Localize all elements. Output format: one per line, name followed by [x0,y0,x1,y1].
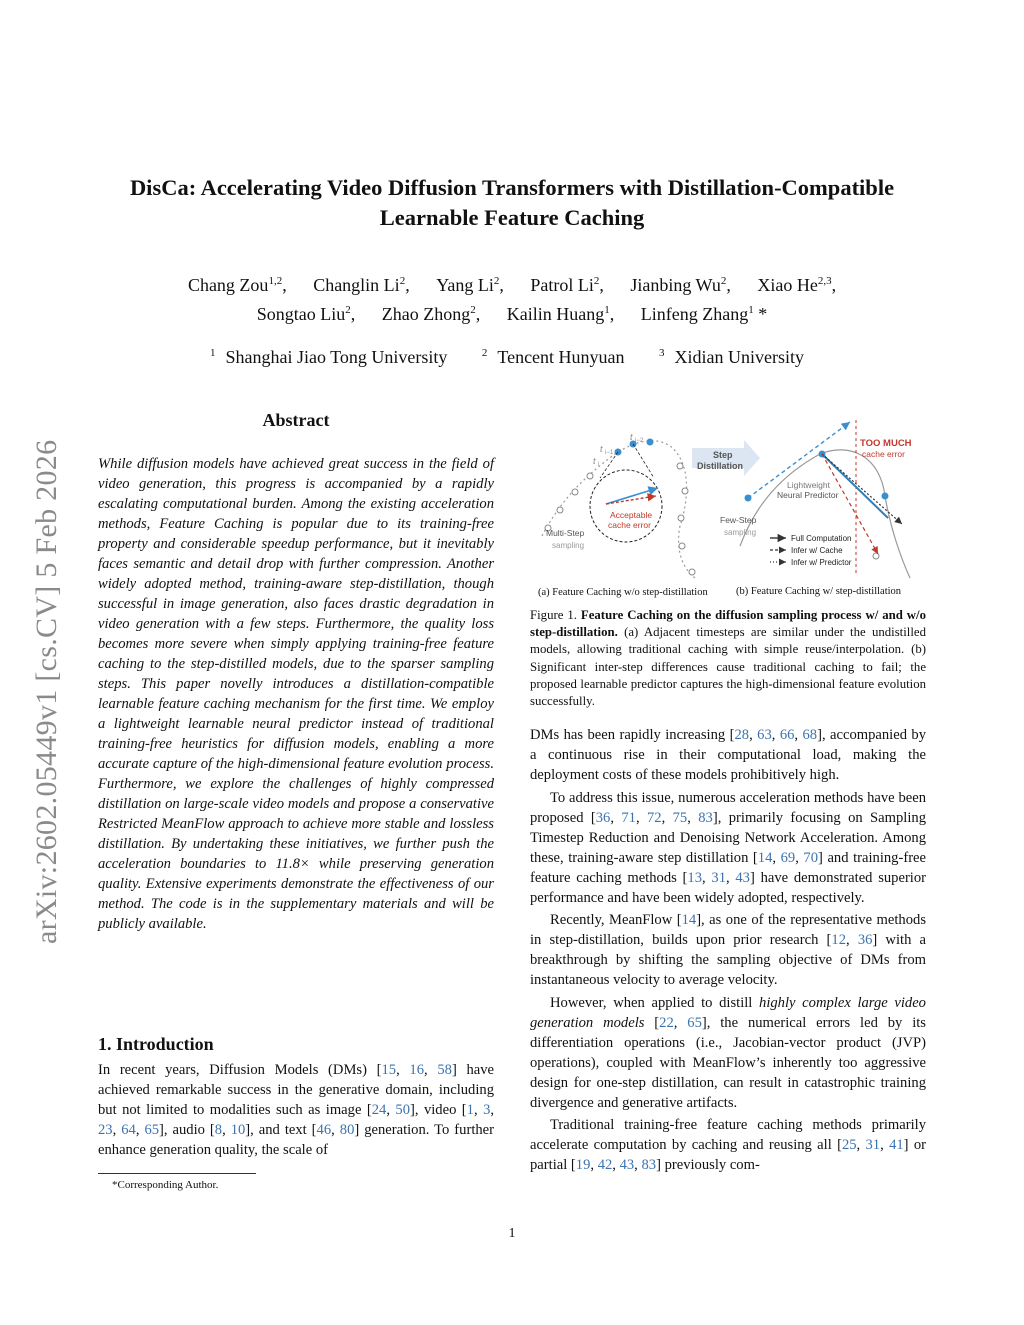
multi-step-label: sampling [552,541,585,550]
author [641,304,767,324]
citation-link[interactable]: 1 [466,1102,474,1118]
caption-text: (a) Adjacent timesteps are similar under the undistilled models, allowing traditional caching with simple reuse/interpolation. (b) Significant inter-step differences cause traditional caching to fail; the proposed learnable predictor captures the high-dimensional feature evolution successfully. [530,625,926,709]
full-computation-arrow [822,454,888,518]
legend-label: Infer w/ Predictor [791,558,852,567]
citation-link[interactable]: 66 [779,727,795,743]
emphasis-text: highly complex large video generation models [530,994,926,1031]
text-run: Traditional training-free feature caching methods primarily accelerate computation by caching and reusing all [ [530,1117,926,1153]
citation-link[interactable]: 23 [98,1122,113,1138]
few-step-label: sampling [724,528,757,537]
paper-title [80,173,944,233]
citation-link[interactable]: 16 [409,1062,425,1078]
citation-link[interactable]: 64 [121,1122,136,1138]
affiliation-mark: 2 [481,347,488,359]
citation-link[interactable]: 41 [889,1137,904,1153]
text-run: ], as one of the representative methods in step-distillation, builds upon prior research [ [530,912,926,948]
citation-link[interactable]: 43 [619,1157,635,1173]
author-affiliation-mark: 2 [720,275,727,287]
figure-caption [530,607,926,710]
citation-link[interactable]: 72 [647,809,662,826]
figure-1-diagram [530,406,926,586]
text-run: Recently, MeanFlow [ [550,912,682,928]
citation-link[interactable]: 69 [780,849,796,866]
author-separator: , [726,275,731,295]
footnote: *Corresponding Author. [112,1179,219,1191]
author-name: Linfeng Zhang [640,304,749,324]
citation-link[interactable]: 15 [381,1062,397,1078]
author-separator: , [831,275,837,295]
citation-link[interactable]: 71 [621,809,636,826]
author-affiliation-mark: 1 [604,304,610,316]
author-name: Kailin Huang [506,304,605,324]
zoom-circle [590,470,662,542]
affiliation-name: Shanghai Jiao Tong University [225,347,448,367]
citation-link[interactable]: 25 [841,1137,857,1153]
text-run: ], accompanied by a continuous rise in their computational load, making the deployment costs of these models prohibitively high. [530,727,927,783]
timestep-subscript: i−1 [605,450,614,456]
sampling-node [557,507,563,513]
citation-link[interactable]: 75 [672,809,688,826]
author-affiliation-mark: 2 [593,275,600,287]
text-run: In recent years, Diffusion Models (DMs) [ [98,1062,382,1078]
affiliation-mark: 3 [659,347,665,359]
citation-link[interactable]: 43 [735,869,750,886]
author-list [80,269,944,327]
page-number: 1 [508,1226,516,1241]
left-panel [542,432,695,578]
body-paragraph: Traditional training-free feature caching methods primarily accelerate computation by caching and reusing all [25, 31, 41] or partial [19, 42, 43, 83] previously com- [530,1117,926,1173]
author-affiliation-mark: 2 [399,275,406,287]
citation-link[interactable]: 50 [395,1102,410,1118]
citation-link[interactable]: 70 [803,849,819,866]
citation-link[interactable]: 14 [681,912,697,928]
citation-link[interactable]: 65 [687,1014,702,1031]
sampling-node [678,515,684,521]
citation-link[interactable]: 42 [597,1157,613,1173]
text-run: To address this issue, numerous acceleration methods have been proposed [ [530,789,926,826]
timestep-subscript: i [598,462,600,468]
acceptable-error-label: Acceptable [610,510,653,520]
author [757,275,836,295]
introduction-paragraph: In recent years, Diffusion Models (DMs) [15, 16, 58] have achieved remarkable success in the generative domain, including but not limited to modalities such as image [24, 50], video [1, 3, 23, 64, 65], audio [8, 10], and text [46, 80] generation. To further enhance generation quality, the scale of [98,1062,495,1158]
timestep-subscript: i−2 [635,438,644,444]
timestep-label: t [600,444,603,454]
author-affiliation-mark: 2 [493,275,500,287]
citation-link[interactable]: 12 [831,932,847,948]
author [436,275,504,295]
text-run: DMs has been rapidly increasing [ [530,727,735,743]
affiliation [210,347,457,367]
sampling-node [679,543,685,549]
affiliation-name: Tencent Hunyuan [497,347,625,367]
distillation-label: Step [713,450,733,460]
author-name: Songtao Liu [256,304,346,324]
citation-link[interactable]: 36 [857,932,873,948]
text-run: ] with a breakthrough by shifting the sampling objective of DMs from instantaneous velocity to average velocity. [530,932,927,988]
citation-link[interactable]: 24 [371,1102,387,1118]
citation-link[interactable]: 13 [687,869,702,886]
legend-label: Infer w/ Cache [791,546,843,555]
citation-link[interactable]: 10 [230,1122,246,1138]
citation-link[interactable]: 63 [757,727,772,743]
body-paragraph: To address this issue, numerous acceleration methods have been proposed [36, 71, 72, 75, 83], primarily focusing on Sampling Timestep Reduction and Denoising Network Acceleration. Among these, training-aware step distillation [14, 69, 70] and training-free feature caching methods [13, 31, 43] have demonstrated superior performance and have been widely adopted, respectively. [530,789,927,906]
step-distillation-arrow [692,440,760,476]
citation-link[interactable]: 65 [144,1122,160,1138]
text-run: ], primarily focusing on Sampling Timestep Reduction and Denoising Network Acceleration. Among these, training-aware step distillation [ [530,809,926,866]
acceptable-error-label: cache error [608,520,651,530]
multi-step-label: Multi-Step [546,528,585,538]
citation-link[interactable]: 68 [802,727,818,743]
citation-link[interactable]: 58 [437,1062,452,1078]
author-separator: , [499,275,504,295]
figure-1 [530,406,926,602]
body-paragraph: However, when applied to distill highly complex large video generation models [22, 65], the numerical errors led by its differentiation operations (i.e., Jacobian-vector product (JVP) operations), coupled with MeanFlow’s inherently too aggressive design for one-step distillation, can result in catastrophic training divergence and generative artifacts. [530,994,926,1111]
author-name: Jianbing Wu [630,275,721,295]
timestep-label: t [630,432,633,442]
author-name: Chang Zou [187,275,269,295]
author-name: Yang Li [436,275,494,295]
author-affiliation-mark: 2 [470,304,476,316]
text-run: ], the numerical errors led by its differentiation operations (i.e., Jacobian-vector product (JVP) operations), coupled with MeanFlow’s inherently too aggressive design for one-step distillation, can result in catastrophic training divergence and generative artifacts. [530,1014,926,1111]
author-separator: , [599,275,604,295]
author-name: Patrol Li [530,275,594,295]
affiliation-mark: 1 [209,347,216,359]
subcaption-a: (a) Feature Caching w/o step-distillation [538,587,708,598]
author-affiliation-mark: 2,3 [817,275,832,287]
text-run: ] or partial [ [530,1137,926,1173]
body-paragraph: Recently, MeanFlow [14], as one of the representative methods in step-distillation, builds upon prior research [12, 36] with a breakthrough by shifting the sampling objective of DMs from instantaneous velocity to average velocity. [530,912,927,988]
citation-link[interactable]: 80 [339,1122,355,1138]
text-run: ], and text [ [245,1122,317,1138]
author-affiliation-mark: 1,2 [268,275,283,287]
distillation-label: Distillation [697,461,744,471]
author [630,275,730,295]
sampling-node [682,488,688,494]
arxiv-identifier: arXiv:2602.05449v1 [cs.CV] 5 Feb 2026 [30,439,63,944]
author-affiliation-mark: 2 [345,304,351,316]
too-much-error-label: cache error [862,449,905,459]
affiliation-name: Xidian University [674,347,805,367]
text-run: ] and training-free feature caching methods [ [530,849,927,886]
author-separator: , [475,304,481,324]
sampling-node [587,473,593,479]
author [188,275,287,295]
text-run: ], audio [ [159,1122,215,1138]
text-run: ] generation. To further enhance generation quality, the scale of [98,1122,495,1158]
citation-link[interactable]: 8 [214,1122,223,1138]
abstract-text: While diffusion models have achieved great success in the field of video generation, this progress is accompanied by a rapidly escalating computational burden. Among the existing acceleration methods, Feature Caching is popular due to its training-free property and considerable speedup performance, but it inevitably faces semantic and detail drop with further compression. Another widely adopted method, training-aware step-distillation, though successful in image generation, also faces drastic degradation in video generation with a few steps. Furthermore, the quality loss becomes more severe when simply applying training-free feature caching to the step-distilled models, due to the sparser sampling steps. This paper novelly introduces a distillation-compatible learnable feature caching mechanism for the first time. We employ a lightweight learnable neural predictor instead of traditional training-free heuristics for diffusion models, enabling a more accurate capture of the high-dimensional feature evolution process. Furthermore, we explore the challenges of highly compressed distillation on large-scale video models and propose a conservative Restricted MeanFlow approach to achieve more stable and lossless distillation. By undertaking these initiatives, we further push the acceleration boundaries to 11.8× while preserving generation quality. Extensive experiments demonstrate the effectiveness of our method. The code is in the supplementary materials and will be publicly available. [98,456,494,932]
title-line: DisCa: Accelerating Video Diffusion Transformers with Distillation-Compatible [129,175,895,200]
author-name: Xiao He [757,275,818,295]
author-separator: , [405,275,410,295]
caption-label: Figure 1. [530,608,581,622]
caption-title: Feature Caching on the diffusion sampling process w/ and w/o step-distillation. [530,608,926,640]
author-name: Zhao Zhong [381,304,471,324]
text-run: [ [644,1014,660,1031]
author [313,275,410,295]
timestep-node [882,493,889,500]
predictor-label: Neural Predictor [777,490,839,500]
right-column-body [530,725,926,1178]
text-run: ], video [ [410,1102,467,1118]
footnote-divider [98,1173,256,1174]
author-separator: , [609,304,615,324]
affiliation-list [80,341,944,369]
timestep-label: t [593,456,596,466]
citation-link[interactable]: 36 [595,809,611,826]
predictor-label: Lightweight [787,480,831,490]
author-row [80,269,944,298]
few-step-label: Few-Step [720,515,757,525]
text-run: ] have achieved remarkable success in the generative domain, including but not limited to modalities such as image [ [98,1062,495,1118]
subcaption-b: (b) Feature Caching w/ step-distillation [736,586,902,597]
legend-label: Full Computation [791,534,852,543]
citation-link[interactable]: 83 [641,1157,657,1173]
text-run: ] have demonstrated superior performance and have been widely adopted, respectively. [530,869,927,906]
citation-link[interactable]: 3 [483,1102,491,1118]
sampling-node [572,489,578,495]
too-much-error-label: TOO MUCH [860,438,912,449]
abstract-heading: Abstract [262,410,330,430]
author-separator: * [753,304,768,324]
affiliation [482,347,635,367]
author [530,275,604,295]
section-heading-introduction: 1. Introduction [98,1034,214,1054]
author-row [80,298,944,327]
author [382,304,480,324]
right-panel [720,420,912,578]
author-separator: , [282,275,287,295]
timestep-node [647,439,654,446]
citation-link[interactable]: 46 [316,1122,332,1138]
citation-link[interactable]: 83 [698,809,713,826]
sampling-node [677,463,683,469]
author [507,304,614,324]
author-separator: , [350,304,356,324]
citation-link[interactable]: 31 [711,869,726,886]
figure-legend [770,534,852,567]
citation-link[interactable]: 22 [659,1014,674,1031]
text-run: However, when applied to distill [550,994,760,1011]
body-paragraph: DMs has been rapidly increasing [28, 63, 66, 68], accompanied by a continuous rise in their computational load, making the deployment costs of these models prohibitively high. [530,727,927,783]
author-affiliation-mark: 1 [748,304,754,316]
text-run: ] previously com- [656,1157,760,1173]
author [257,304,356,324]
affiliation [659,347,814,367]
citation-link[interactable]: 31 [865,1137,881,1153]
title-line: Learnable Feature Caching [379,205,645,230]
citation-link[interactable]: 28 [734,727,750,743]
author-name: Changlin Li [313,275,400,295]
citation-link[interactable]: 14 [757,849,773,866]
sampling-node [689,569,695,575]
citation-link[interactable]: 19 [575,1157,591,1173]
